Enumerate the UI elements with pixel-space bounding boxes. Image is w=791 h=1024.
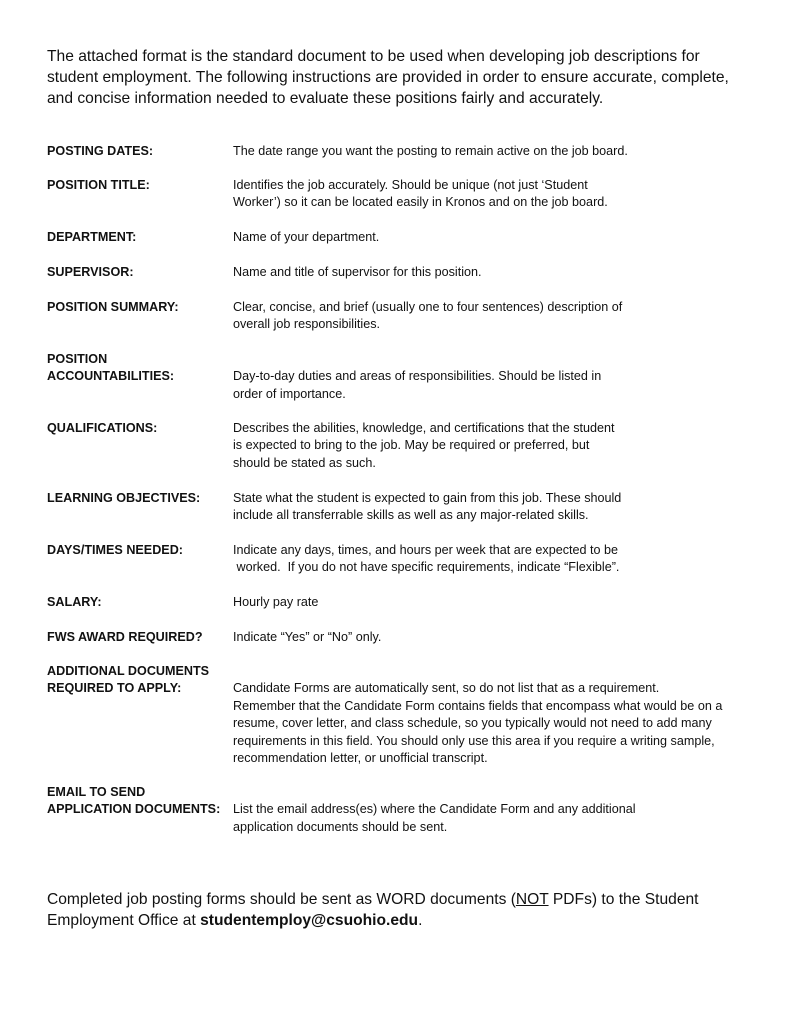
field-label-line: REQUIRED TO APPLY: <box>47 681 182 696</box>
field-description <box>233 629 763 646</box>
field-description <box>233 229 763 246</box>
field-description-line: State what the student is expected to gain from this job. These should <box>233 491 622 505</box>
footer-text: Completed job posting forms should be sent as WORD documents ( <box>47 891 516 908</box>
field-label-line: SALARY: <box>47 595 102 609</box>
footer-email: studentemploy@csuohio.edu <box>200 912 419 929</box>
field-description-line: requirements in this field. You should only use this area if you require a writing sample, <box>233 733 715 748</box>
field-description <box>233 299 763 334</box>
intro-line: student employment. The following instructions are provided in order to ensure accurate, complete, <box>47 69 729 86</box>
footer-line-2 <box>47 910 752 931</box>
field-description-line: overall job responsibilities. <box>233 317 380 332</box>
field-label-line: EMAIL TO SEND <box>47 785 146 799</box>
field-description <box>233 490 763 525</box>
field-description-line: is expected to bring to the job. May be required or preferred, but <box>233 438 590 453</box>
field-description-line: Candidate Forms are automatically sent, so do not list that as a requirement. <box>233 681 660 696</box>
field-label <box>47 177 227 194</box>
footer-emphasis: NOT <box>515 891 549 908</box>
field-label-line: DEPARTMENT: <box>47 230 137 244</box>
field-description-line: Day-to-day duties and areas of responsibilities. Should be listed in <box>233 369 602 384</box>
field-description-line: worked. If you do not have specific requirements, indicate “Flexible”. <box>233 560 620 575</box>
field-description <box>233 594 763 611</box>
field-description-line: application documents should be sent. <box>233 819 448 834</box>
field-description-line: include all transferrable skills as well as any major-related skills. <box>233 508 589 523</box>
footer-line-1 <box>47 889 752 910</box>
field-label <box>47 542 227 559</box>
field-description-line: Name and title of supervisor for this position. <box>233 265 482 279</box>
field-description-line: should be stated as such. <box>233 455 376 470</box>
field-label <box>47 490 227 507</box>
intro-line: The attached format is the standard document to be used when developing job descriptions for <box>47 48 700 65</box>
field-description-line: Indicate “Yes” or “No” only. <box>233 630 382 644</box>
field-description-line: Clear, concise, and brief (usually one to four sentences) description of <box>233 300 623 314</box>
footer-text: PDFs) to the Student <box>548 891 699 908</box>
footer-text: . <box>418 912 423 929</box>
footer-note <box>47 889 752 931</box>
field-label-line: POSTING DATES: <box>47 144 154 158</box>
field-label-line: POSITION TITLE: <box>47 178 150 192</box>
intro-paragraph <box>47 46 752 109</box>
footer-text: Employment Office at <box>47 912 201 929</box>
field-description-line: The date range you want the posting to remain active on the job board. <box>233 144 628 158</box>
field-description <box>233 143 763 160</box>
field-label <box>47 299 227 316</box>
field-label-line: SUPERVISOR: <box>47 265 134 279</box>
field-description-line: resume, cover letter, and class schedule, so you typically would not need to add many <box>233 716 712 731</box>
field-label <box>47 594 227 611</box>
field-label-line: ACCOUNTABILITIES: <box>47 369 175 384</box>
field-description-line: List the email address(es) where the Candidate Form and any additional <box>233 802 636 817</box>
field-description <box>233 420 763 472</box>
field-label <box>47 629 227 646</box>
field-description <box>233 680 763 767</box>
field-description <box>233 801 763 836</box>
field-description-line: recommendation letter, or unofficial transcript. <box>233 751 488 766</box>
field-description-line: Worker’) so it can be located easily in Kronos and on the job board. <box>233 195 608 210</box>
field-label-line: POSITION <box>47 352 108 366</box>
field-label <box>47 264 227 281</box>
field-description <box>233 264 763 281</box>
field-label <box>47 784 227 819</box>
field-label-line: POSITION SUMMARY: <box>47 300 179 314</box>
field-description-line: order of importance. <box>233 386 346 401</box>
field-label <box>47 143 227 160</box>
field-label <box>47 351 227 386</box>
field-label-line: ADDITIONAL DOCUMENTS <box>47 664 210 678</box>
field-label <box>47 663 227 698</box>
field-description-line: Identifies the job accurately. Should be unique (not just ‘Student <box>233 178 588 192</box>
field-label-line: QUALIFICATIONS: <box>47 421 158 435</box>
intro-line: and concise information needed to evaluate these positions fairly and accurately. <box>47 90 604 107</box>
field-description <box>233 368 763 403</box>
field-label-line: APPLICATION DOCUMENTS: <box>47 802 221 817</box>
field-description-line: Describes the abilities, knowledge, and certifications that the student <box>233 421 615 435</box>
field-label-line: LEARNING OBJECTIVES: <box>47 491 201 505</box>
field-label-line: DAYS/TIMES NEEDED: <box>47 543 183 557</box>
field-label-line: FWS AWARD REQUIRED? <box>47 630 203 644</box>
field-label <box>47 229 227 246</box>
field-description-line: Indicate any days, times, and hours per week that are expected to be <box>233 543 619 557</box>
field-description <box>233 177 763 212</box>
field-label <box>47 420 227 437</box>
field-description-line: Remember that the Candidate Form contains fields that encompass what would be on a <box>233 698 723 713</box>
field-description <box>233 542 763 577</box>
field-description-line: Name of your department. <box>233 230 380 244</box>
field-description-line: Hourly pay rate <box>233 595 319 609</box>
